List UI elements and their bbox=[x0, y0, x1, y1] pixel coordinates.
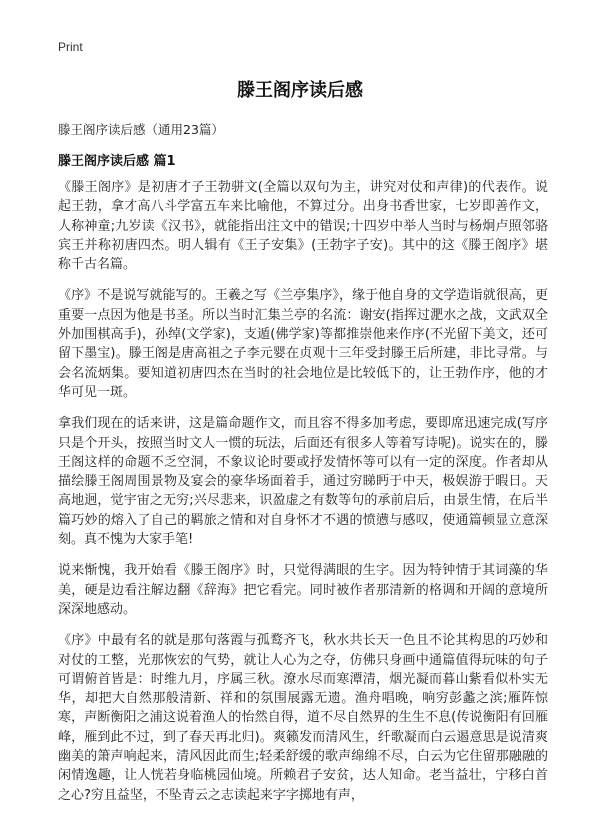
paragraph: 说来惭愧，我开始看《滕王阁序》时，只觉得满眼的生字。因为特钟情于其词藻的华美，硬是边看注解边翻《辞海》把它看完。同时被作者那清新的格调和开阔的意境所深深地感动。 bbox=[58, 563, 548, 617]
print-link[interactable]: Print bbox=[58, 40, 83, 54]
paragraph: 《滕王阁序》是初唐才子王勃骈文(全篇以双句为主，讲究对仗和声律)的代表作。说起王勃，拿才高八斗学富五车来比喻他，不算过分。出身书香世家，七岁即善作文，人称神童;九岁读《汉书》，就能指出注文中的错误;十四岁中举人当时与杨炯卢照邻骆宾王并称初唐四杰。明人辑有《王子安集》(王勃字子安)。其中的这《滕王阁序》堪称千古名篇。 bbox=[58, 180, 548, 273]
paragraph: 《序》不是说写就能写的。王羲之写《兰亭集序》，缘于他自身的文学造诣就很高，更重要一点因为他是书圣。所以当时汇集兰亭的名流：谢安(指挥过淝水之战，文武双全外加围棋高手)，孙绰(文学家)，支遁(佛学家)等都推崇他来作序(不光留下美文，还可留下墨宝)。滕王阁是唐高祖之子李元婴在贞观十三年受封滕王后所建，非比寻常。与会名流炳集。要知道初唐四杰在当时的社会地位是比较低下的，让王勃作序，他的才华可见一斑。 bbox=[58, 288, 548, 400]
document-title: 滕王阁序读后感 bbox=[237, 80, 363, 101]
paragraph: 拿我们现在的话来讲，这是篇命题作文，而且容不得多加考虑，要即席迅速完成(写序只是个开头，按照当时文人一惯的玩法，后面还有很多人等着写诗呢)。说实在的，滕王阁这样的命题不乏空洞，不象议论时要或抒发情怀等可以有一定的深度。作者却从描绘滕王阁周围景物及宴会的豪华场面着手，通过穷睇眄于中天，极娱游于暇日。天高地迥，觉宇宙之无穷;兴尽悲来，识盈虚之有数等句的承前启后，由景生情，在后半篇巧妙的熔入了自己的羁旅之情和对自身怀才不遇的愤懑与感叹，使通篇顿显立意深刻。真不愧为大家手笔! bbox=[58, 416, 548, 548]
paragraph: 《序》中最有名的就是那句落霞与孤鹜齐飞，秋水共长天一色且不论其构思的巧妙和对仗的工整，光那恢宏的气势，就让人心为之夺，仿佛只身画中通篇值得玩味的句子可谓俯首皆是：时维九月，序属三秋。潦水尽而寒潭清，烟光凝而暮山紫看似朴实无华，却把大自然那般清新、祥和的氛围展露无遗。渔舟唱晚，响穷彭蠡之滨;雁阵惊寒，声断衡阳之浦这说着渔人的怡然自得，道不尽自然界的生生不息(传说衡阳有回雁峰，雁到此不过，到了春天再北归)。爽籁发而清风生，纤歌凝而白云遏意思是说清爽幽美的箫声响起来，清风因此而生;轻柔舒缓的歌声绵绵不尽，白云为它住留那融融的闲情逸趣，让人恍若身临桃园仙境。所赖君子安贫，达人知命。老当益壮，宁移白首之心?穷且益坚，不坠青云之志读起来字字掷地有声， bbox=[58, 633, 548, 803]
document-subtitle: 滕王阁序读后感（通用23篇） bbox=[58, 122, 224, 137]
section-heading: 滕王阁序读后感 篇1 bbox=[58, 154, 176, 169]
document-body bbox=[58, 178, 548, 817]
